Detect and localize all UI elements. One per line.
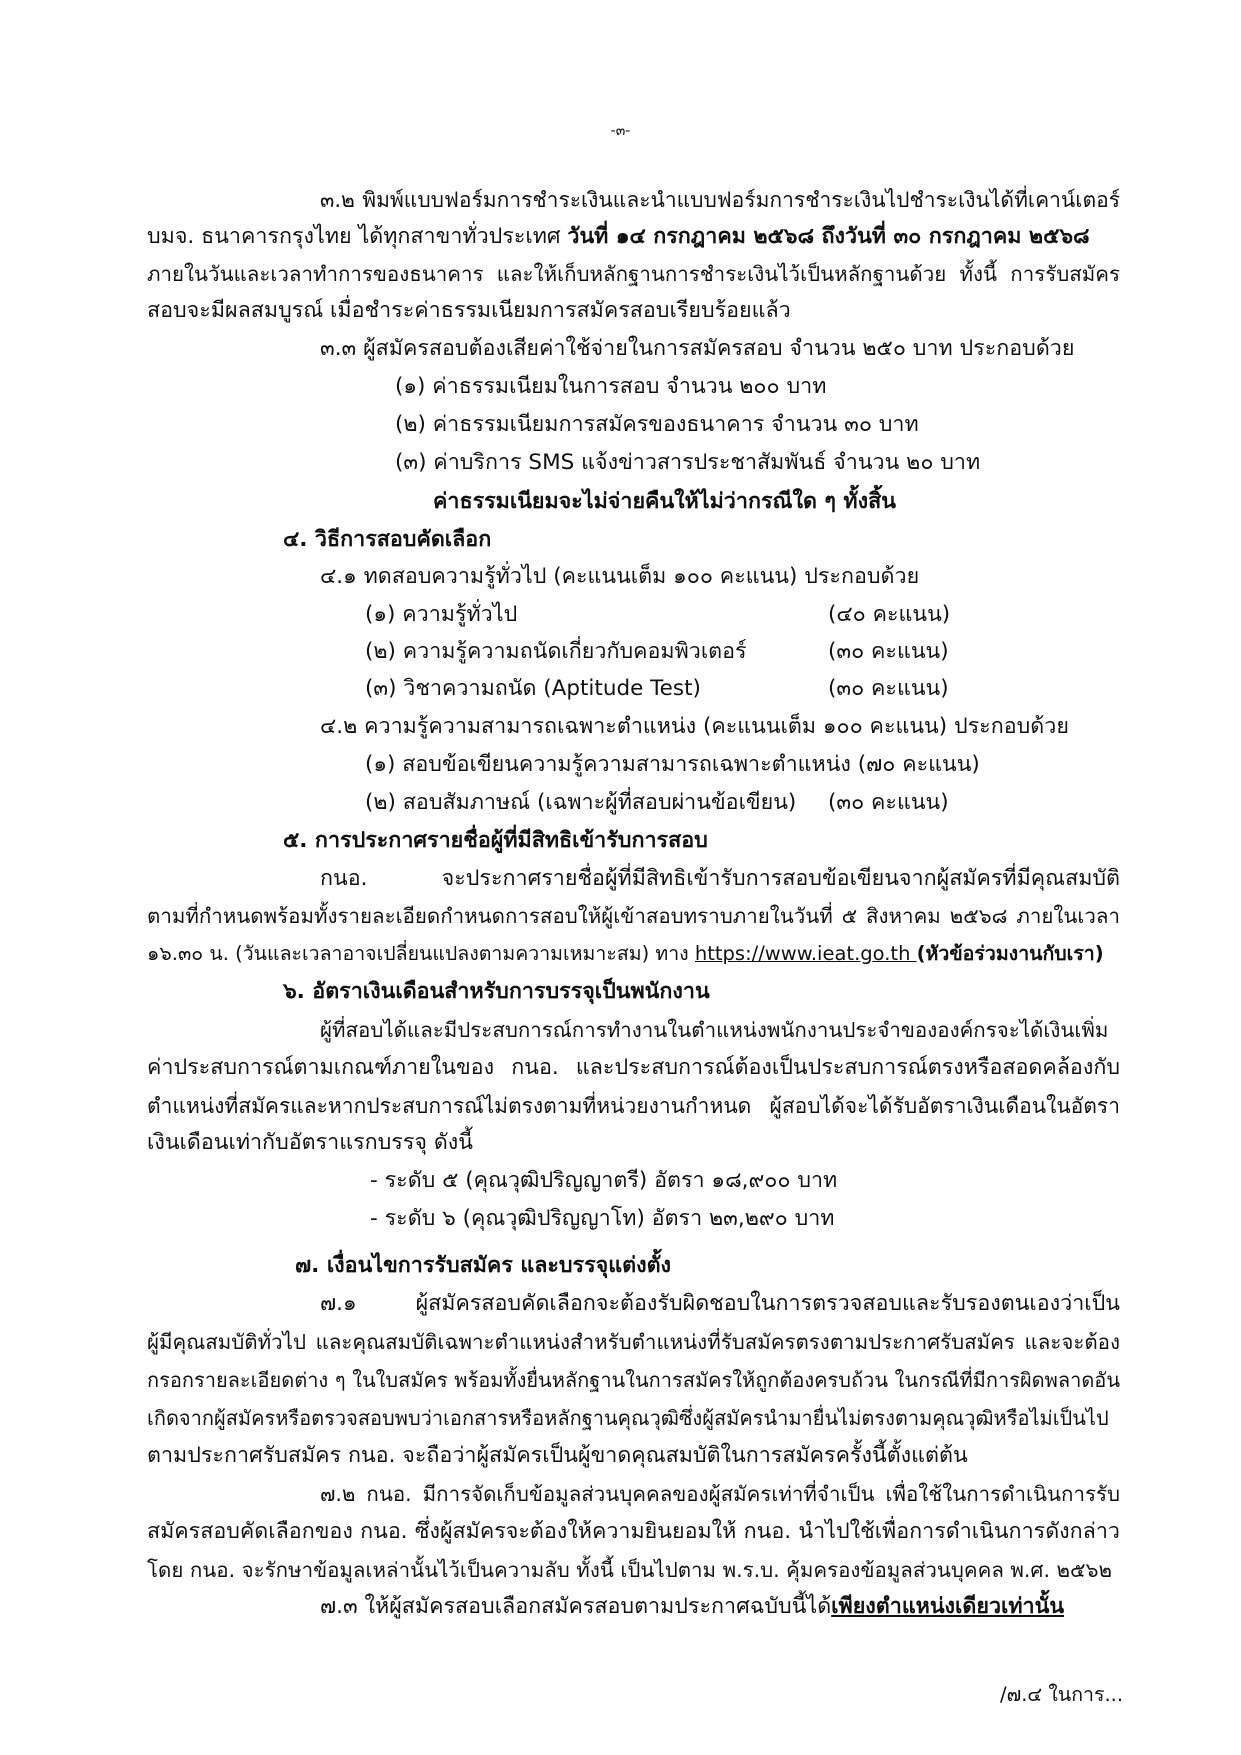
s3-3-line-1: ๓.๓ ผู้สมัครสอบต้องเสียค่าใช้จ่ายในการสมัครสอบ จำนวน ๒๕๐ บาท ประกอบด้วย	[320, 336, 1075, 361]
s5-line-3-text: ๑๖.๓๐ น. (วันและเวลาอาจเปลี่ยนแปลงตามความเหมาะสม) ทาง	[147, 942, 695, 965]
exam-item-score: (๔๐ คะแนน)	[828, 602, 951, 627]
s6-line-1: ผู้ที่สอบได้และมีประสบการณ์การทำงานในตำแหน่งพนักงานประจำขององค์กรจะได้เงินเพิ่ม	[320, 1018, 1109, 1042]
s5-line-1: กนอ. จะประกาศรายชื่อผู้ที่มีสิทธิเข้ารับการสอบข้อเขียนจากผู้สมัครที่มีคุณสมบัติ	[320, 866, 1120, 891]
s7-1-line: ตามประกาศรับสมัคร กนอ. จะถือว่าผู้สมัครเป็นผู้ขาดคุณสมบัติในการสมัครครั้งนี้ตั้งแต่ต้น	[147, 1443, 968, 1468]
s7-1-line: เกิดจากผู้สมัครหรือตรวจสอบพบว่าเอกสารหรือหลักฐานคุณวุฒิซึ่งผู้สมัครนำมายื่นไม่ตรงตามคุณวุฒิหรือไม่เป็นไป	[147, 1406, 1109, 1430]
s7-3-text: ๗.๓ ให้ผู้สมัครสอบเลือกสมัครสอบตามประกาศฉบับนี้ได้	[320, 1594, 832, 1619]
s7-2-line: ๗.๒ กนอ. มีการจัดเก็บข้อมูลส่วนบุคคลของผู้สมัครเท่าที่จำเป็น เพื่อใช้ในการดำเนินการรับ	[320, 1482, 1120, 1506]
payment-dates: วันที่ ๑๔ กรกฎาคม ๒๕๖๘ ถึงวันที่ ๓๐ กรกฎาคม ๒๕๖๘	[567, 224, 1090, 249]
fee-item: (๑) ค่าธรรมเนียมในการสอบ จำนวน ๒๐๐ บาท	[395, 374, 827, 399]
s5-line-3	[147, 939, 1104, 969]
s4-heading: ๔. วิธีการสอบคัดเลือก	[283, 527, 492, 552]
s6-line-2: ค่าประสบการณ์ตามเกณฑ์ภายในของ กนอ. และประสบการณ์ต้องเป็นประสบการณ์ตรงหรือสอดคล้องกับ	[147, 1055, 1120, 1080]
fee-no-refund-note: ค่าธรรมเนียมจะไม่จ่ายคืนให้ไม่ว่ากรณีใด ๆ ทั้งสิ้น	[433, 489, 896, 514]
salary-level: - ระดับ ๖ (คุณวุฒิปริญญาโท) อัตรา ๒๓,๒๙๐ บาท	[370, 1206, 835, 1231]
fee-item: (๒) ค่าธรรมเนียมการสมัครของธนาคาร จำนวน ๓๐ บาท	[395, 412, 919, 437]
page-number: -๓-	[610, 123, 631, 139]
exam-item-score: (๓๐ คะแนน)	[828, 639, 949, 664]
s7-heading: ๗. เงื่อนไขการรับสมัคร และบรรจุแต่งตั้ง	[295, 1253, 672, 1278]
exam-item-score: (๓๐ คะแนน)	[828, 676, 949, 701]
s3-2-line-3: ภายในวันและเวลาทำการของธนาคาร และให้เก็บหลักฐานการชำระเงินไว้เป็นหลักฐานด้วย ทั้งนี้ การรับสมัคร	[147, 262, 1120, 286]
s3-2-line-4: สอบจะมีผลสมบูรณ์ เมื่อชำระค่าธรรมเนียมการสมัครสอบเรียบร้อยแล้ว	[147, 298, 791, 323]
exam-item-label: (๓) วิชาความถนัด (Aptitude Test)	[365, 676, 701, 701]
fee-item: (๓) ค่าบริการ SMS แจ้งข่าวสารประชาสัมพันธ์ จำนวน ๒๐ บาท	[395, 450, 981, 475]
s3-2-line-2	[147, 222, 1090, 252]
exam-item-label: (๒) ความรู้ความถนัดเกี่ยวกับคอมพิวเตอร์	[365, 639, 747, 664]
exam-item-label: (๑) สอบข้อเขียนความรู้ความสามารถเฉพาะตำแหน่ง (๗๐ คะแนน)	[365, 752, 980, 777]
s6-line-3: ตำแหน่งที่สมัครและหากประสบการณ์ไม่ตรงตามที่หน่วยงานกำหนด ผู้สอบได้จะได้รับอัตราเงินเดือนในอัตรา	[147, 1094, 1120, 1118]
s5-heading: ๕. การประกาศรายชื่อผู้ที่มีสิทธิเข้ารับการสอบ	[283, 828, 708, 853]
s7-1-line: ๗.๑ ผู้สมัครสอบคัดเลือกจะต้องรับผิดชอบในการตรวจสอบและรับรองตนเองว่าเป็น	[320, 1291, 1120, 1316]
s6-line-4: เงินเดือนเท่ากับอัตราแรกบรรจุ ดังนี้	[147, 1130, 473, 1155]
s5-line-3-topic: (หัวข้อร่วมงานกับเรา)	[916, 942, 1104, 965]
continuation-marker: /๗.๔ ในการ...	[1000, 1683, 1124, 1706]
one-position-only: เพียงตำแหน่งเดียวเท่านั้น	[831, 1594, 1065, 1619]
ieat-website-link[interactable]: https://www.ieat.go.th	[694, 942, 917, 965]
s7-2-line: สมัครสอบคัดเลือกของ กนอ. ซึ่งผู้สมัครจะต้องให้ความยินยอมให้ กนอ. นำไปใช้เพื่อการดำเนินการดังกล่าว	[147, 1519, 1120, 1544]
s4-2-line: ๔.๒ ความรู้ความสามารถเฉพาะตำแหน่ง (คะแนนเต็ม ๑๐๐ คะแนน) ประกอบด้วย	[320, 714, 1069, 739]
salary-level: - ระดับ ๕ (คุณวุฒิปริญญาตรี) อัตรา ๑๘,๙๐๐ บาท	[370, 1168, 838, 1193]
exam-item-score: (๓๐ คะแนน)	[828, 790, 949, 815]
exam-item-label: (๒) สอบสัมภาษณ์ (เฉพาะผู้ที่สอบผ่านข้อเขียน)	[365, 790, 797, 815]
s7-1-line: กรอกรายละเอียดต่าง ๆ ในใบสมัคร พร้อมทั้งยื่นหลักฐานในการสมัครให้ถูกต้องครบถ้วน ในกรณีที่มีการผิดพลาดอัน	[147, 1368, 1120, 1392]
s7-1-line: ผู้มีคุณสมบัติทั่วไป และคุณสมบัติเฉพาะตำแหน่งสำหรับตำแหน่งที่รับสมัครตรงตามประกาศรับสมัคร และจะต้อง	[147, 1330, 1120, 1354]
s3-2-line-2-text: บมจ. ธนาคารกรุงไทย ได้ทุกสาขาทั่วประเทศ	[147, 224, 568, 249]
s7-3-line	[320, 1592, 1064, 1622]
exam-item-label: (๑) ความรู้ทั่วไป	[365, 602, 518, 627]
s3-2-line-1: ๓.๒ พิมพ์แบบฟอร์มการชำระเงินและนำแบบฟอร์มการชำระเงินไปชำระเงินได้ที่เคาน์เตอร์	[320, 188, 1120, 212]
s5-line-2: ตามที่กำหนดพร้อมทั้งรายละเอียดกำหนดการสอบให้ผู้เข้าสอบทราบภายในวันที่ ๕ สิงหาคม ๒๕๖๘ ภายในเวลา	[147, 904, 1120, 928]
s7-2-line: โดย กนอ. จะรักษาข้อมูลเหล่านั้นไว้เป็นความลับ ทั้งนี้ เป็นไปตาม พ.ร.บ. คุ้มครองข้อมูลส่วนบุคคล พ.ศ. ๒๕๖๒	[147, 1558, 1113, 1582]
s6-heading: ๖. อัตราเงินเดือนสำหรับการบรรจุเป็นพนักงาน	[283, 979, 710, 1004]
s4-1-line: ๔.๑ ทดสอบความรู้ทั่วไป (คะแนนเต็ม ๑๐๐ คะแนน) ประกอบด้วย	[320, 564, 920, 589]
